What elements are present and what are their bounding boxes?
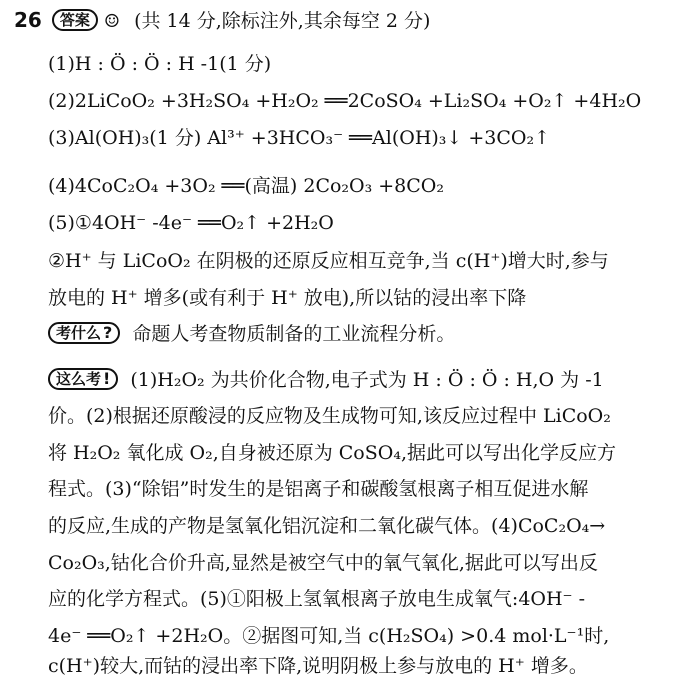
answer-line-4: (4)4CoC₂O₄ +3O₂ ══(高温) 2Co₂O₃ +8CO₂ [48,175,445,197]
answer-line-1: (1)H : Ö : Ö : H -1(1 分) [48,53,272,75]
answer-line-6: ②H⁺ 与 LiCoO₂ 在阴极的还原反应相互竞争,当 c(H⁺)增大时,参与 [48,250,609,272]
how-line-5: 的反应,生成的产物是氢氧化铝沉淀和二氧化碳气体。(4)CoC₂O₄→ [48,515,606,537]
answer-header-line [14,8,430,34]
what-badge [48,322,120,344]
how-badge-label: 这么考 [56,370,102,388]
how-line-8: 4e⁻ ══O₂↑ +2H₂O。②据图可知,当 c(H₂SO₄) >0.4 mol·L⁻¹时, [48,625,610,647]
smiley-icon: ☺ [103,11,121,32]
how-text-1: (1)H₂O₂ 为共价化合物,电子式为 H : Ö : Ö : H,O 为 -1 [130,369,604,391]
answer-line-2: (2)2LiCoO₂ +3H₂SO₄ +H₂O₂ ══2CoSO₄ +Li₂SO₄ +O₂↑ +4H₂O [48,90,642,112]
answer-line-3: (3)Al(OH)₃(1 分) Al³⁺ +3HCO₃⁻ ══Al(OH)₃↓ +3CO₂↑ [48,127,551,149]
what-badge-label: 考什么 [56,324,102,342]
how-line-7: 应的化学方程式。(5)①阳极上氢氧根离子放电生成氧气:4OH⁻ - [48,588,586,610]
exclamation-icon: ! [103,369,111,388]
how-badge [48,368,118,390]
what-line [48,322,455,346]
how-line-4: 程式。(3)“除铝”时发生的是铝离子和碳酸氢根离子相互促进水解 [48,478,589,500]
how-line-1 [48,368,604,392]
how-line-9: c(H⁺)较大,而钴的浸出率下降,说明阴极上参与放电的 H⁺ 增多。 [48,655,588,677]
answer-line-7: 放电的 H⁺ 增多(或有利于 H⁺ 放电),所以钴的浸出率下降 [48,287,527,309]
what-text: 命题人考查物质制备的工业流程分析。 [132,323,456,345]
how-line-6: Co₂O₃,钴化合价升高,显然是被空气中的氧气氧化,据此可以写出反 [48,552,598,574]
question-number: 26 [14,8,42,32]
answer-header: (共 14 分,除标注外,其余每空 2 分) [134,10,431,32]
question-icon: ? [103,323,113,342]
answer-line-5: (5)①4OH⁻ -4e⁻ ══O₂↑ +2H₂O [48,212,334,234]
how-line-2: 价。(2)根据还原酸浸的反应物及生成物可知,该反应过程中 LiCoO₂ [48,405,611,427]
how-line-3: 将 H₂O₂ 氧化成 O₂,自身被还原为 CoSO₄,据此可以写出化学反应方 [48,442,616,464]
answer-badge: 答案 [52,9,98,31]
